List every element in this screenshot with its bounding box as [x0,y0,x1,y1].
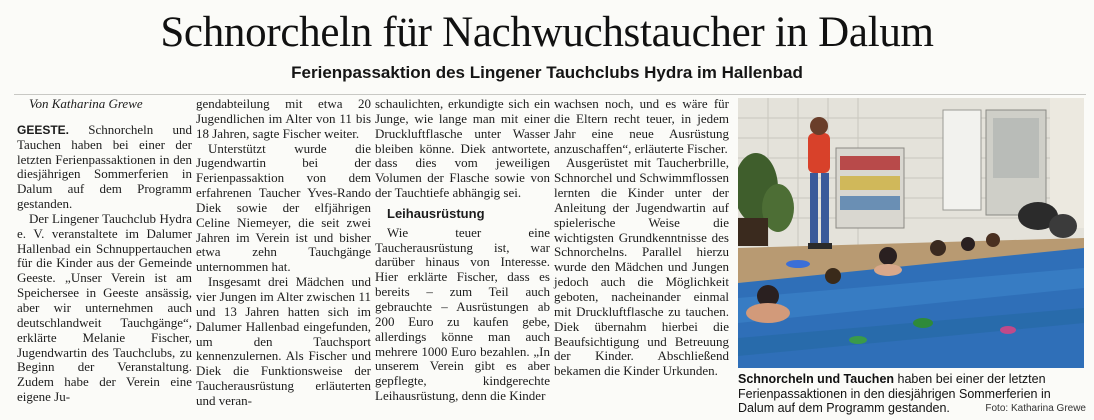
article-column-3 [375,97,550,404]
pool-photo-illustration [738,98,1084,368]
paragraph [17,123,192,212]
location-dateline: GEESTE. [17,122,70,137]
article-column-4 [554,97,729,379]
paragraph-text: Schnorcheln und Tauchen haben bei einer der letzten Ferienpassaktionen in den diesjährigen Sommerferien in Dalum auf dem Programm gestanden. [17,121,192,212]
subheadline: Ferienpassaktion des Lingener Tauchclubs Hydra im Hallenbad [291,63,803,82]
article-column-2 [196,97,371,409]
paragraph: schaulichten, erkundigte sich ein Junge, wie lange man mit einer Druckluftflasche unter Wasser bleiben könne. Diek antwortete, dass dies vom jeweiligen Volumen der Flasche sowie von der Tauchtiefe abhängig sei. [375,96,550,201]
divider [14,94,1086,95]
article-photo [738,98,1084,368]
paragraph: Unterstützt wurde die Jugendwartin bei der Ferienpassaktion von dem erfahrenen Taucher Yves-Rando Diek sowie der elfjährigen Celine Niemeyer, die seit zwei Jahren im Verein ist und bisher etwa zehn Tauchgänge unternommen hat. [196,140,371,275]
paragraph: gendabteilung mit etwa 20 Jugendlichen im Alter von 11 bis 18 Jahren, sagte Fischer weiter. [196,96,371,141]
paragraph: Der Lingener Tauchclub Hydra e. V. veranstaltete im Dalumer Hallenbad ein Schnuppertauchen für die Kinder aus der Gemeinde Geeste. „Unser Verein ist am Speichersee in Geeste ansässig, aber wir unternehmen auch deutschlandweit Tauchgänge“, erklärte Melanie Fischer, Jugendwartin des Tauchclubs, zu Beginn der Veranstaltung. Zudem habe der Verein eine eigene Ju- [17,210,192,405]
paragraph: Ausgerüstet mit Taucherbrille, Schnorchel und Schwimmflossen lernten die Kinder unter der Anleitung der Jugendwartin auf spielerische Weise die wichtigsten Grundkenntnisse des Schnorchelns. Parallel hierzu wurde den Mädchen und Jungen jedoch auch die Möglichkeit geboten, nacheinander einmal mit Druckluftflasche zu tauchen. Diek übernahm hierbei die Beaufsichtigung und Betreuung der Kinder. Abschließend bekamen die Kinder Urkunden. [554,155,729,379]
section-subheading: Leihausrüstung [387,205,485,221]
byline: Von Katharina Grewe [29,96,143,111]
caption-text: haben bei einer der letzten Ferienpassaktionen in den diesjährigen Sommerferien in Dalum auf dem Programm gestanden. [738,372,1051,415]
headline: Schnorcheln für Nachwuchstaucher in Dalum [160,9,934,56]
caption-lead: Schnorcheln und Tauchen [738,372,895,386]
paragraph: Wie teuer eine Taucherausrüstung ist, war darüber hinaus von Interesse. Hier erklärte Fischer, dass es bereits – zum Teil auch gebrauchte – Ausrüstungen ab 200 Euro zu kaufen gebe, allerdings könne man auch mehrere 1000 Euro bezahlen. „In unserem Verein gibt es aber gepflegte, kindgerechte Leihausrüstung, denn die Kinder [375,224,550,404]
paragraph: Insgesamt drei Mädchen und vier Jungen im Alter zwischen 11 und 13 Jahren hatten sich im Dalumer Hallenbad eingefunden, um den Tauchsport kennenzulernen. Als Fischer und Diek die Funktionsweise der Taucherausrüstung erläuterten und veran- [196,274,371,408]
photo-credit: Foto: Katharina Grewe [985,403,1086,414]
paragraph: wachsen noch, und es wäre für die Eltern recht teuer, in jedem Jahr eine neue Ausrüstung anzuschaffen“, erläuterte Fischer. [554,96,729,156]
article-column-1 [17,97,192,405]
